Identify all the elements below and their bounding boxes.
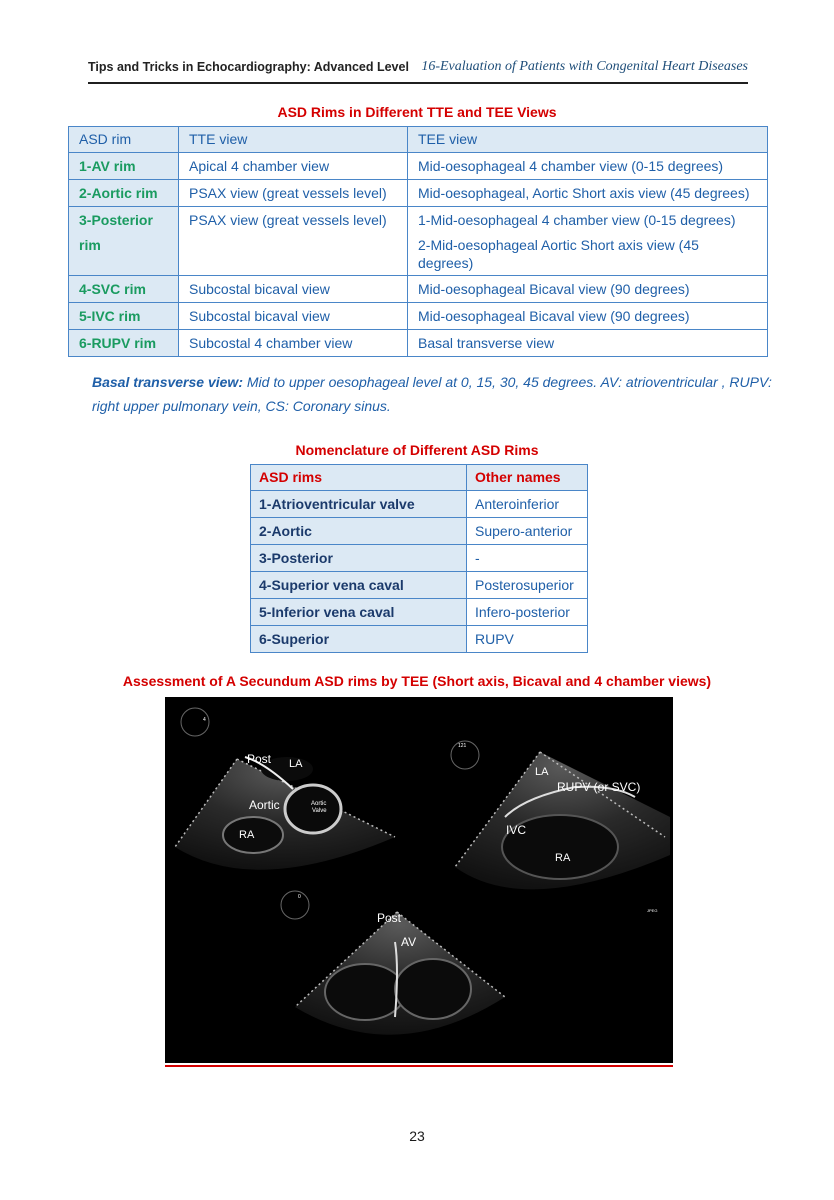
col-tte-view: TTE view	[179, 127, 408, 153]
label-la: LA	[289, 758, 303, 770]
tee-cell: Mid-oesophageal, Aortic Short axis view (45 degrees)	[408, 180, 768, 207]
table-row	[251, 572, 588, 599]
tte-cell: Subcostal bicaval view	[179, 276, 408, 303]
table-row	[251, 518, 588, 545]
chapter-title: 16-Evaluation of Patients with Congenital Heart Diseases	[421, 59, 748, 74]
label-ra: RA	[555, 852, 571, 864]
asd-rims-nomenclature-table	[250, 464, 588, 653]
echo-images	[165, 697, 673, 1063]
rim-cell: 1-AV rim	[69, 153, 179, 180]
table2-caption: Nomenclature of Different ASD Rims	[295, 442, 539, 458]
angle-label: 121	[458, 743, 467, 749]
tte-cell: Subcostal bicaval view	[179, 303, 408, 330]
rim-line: 3-Posterior	[79, 212, 153, 228]
angle-label: 4	[203, 717, 206, 723]
table-row	[251, 545, 588, 572]
col-other-names: Other names	[467, 465, 588, 491]
tte-cell: PSAX view (great vessels level)	[179, 180, 408, 207]
table-row	[69, 180, 768, 207]
col-asd-rim: ASD rim	[69, 127, 179, 153]
lv-chamber	[395, 959, 471, 1019]
tee-cell: Mid-oesophageal 4 chamber view (0-15 degrees)	[408, 153, 768, 180]
tee-cell: Basal transverse view	[408, 330, 768, 357]
rim-name-cell: 2-Aortic	[251, 518, 467, 545]
other-name-cell: Supero-anterior	[467, 518, 588, 545]
book-title: Tips and Tricks in Echocardiography: Advanced Level	[88, 60, 409, 74]
rv-chamber	[325, 964, 405, 1020]
rim-cell: 4-SVC rim	[69, 276, 179, 303]
label-aortic-valve-a: Aortic	[311, 801, 327, 807]
table-row	[69, 330, 768, 357]
tee-cell	[408, 207, 768, 276]
rim-line: rim	[79, 237, 101, 253]
col-asd-rims: ASD rims	[251, 465, 467, 491]
table-row	[69, 153, 768, 180]
rim-name-cell: 6-Superior	[251, 626, 467, 653]
label-rupv: RUPV (or SVC)	[557, 780, 641, 794]
jpeg-label: JPEG	[647, 908, 658, 913]
other-name-cell: Infero-posterior	[467, 599, 588, 626]
tee-line: 1-Mid-oesophageal 4 chamber view (0-15 degrees)	[418, 212, 736, 228]
short-axis-view	[175, 708, 395, 870]
rim-name-cell: 4-Superior vena caval	[251, 572, 467, 599]
tee-line: 2-Mid-oesophageal Aortic Short axis view (45 degrees)	[418, 237, 699, 271]
label-post: Post	[377, 911, 402, 925]
col-tee-view: TEE view	[408, 127, 768, 153]
note-text: Mid to upper oesophageal level at 0, 15, 30, 45 degrees. AV: atrioventricular , RUPV: right upper pulmonary vein, CS: Coronary sinus.	[92, 374, 772, 414]
label-aortic: Aortic	[249, 798, 280, 812]
page-header	[88, 58, 748, 84]
asd-rims-views-table	[68, 126, 768, 357]
table-row	[69, 276, 768, 303]
angle-label: 0	[298, 894, 301, 900]
four-chamber-view	[281, 891, 505, 1035]
other-name-cell: -	[467, 545, 588, 572]
label-ivc: IVC	[506, 823, 527, 837]
label-ra: RA	[239, 829, 255, 841]
rim-cell: 6-RUPV rim	[69, 330, 179, 357]
table-header-row	[69, 127, 768, 153]
label-la: LA	[535, 766, 549, 778]
table-row	[251, 491, 588, 518]
label-post: Post	[247, 752, 272, 766]
label-aortic-valve-b: Valve	[312, 808, 327, 814]
tte-cell: PSAX view (great vessels level)	[179, 207, 408, 276]
label-av: AV	[401, 935, 417, 949]
note-term: Basal transverse view:	[92, 374, 243, 390]
rim-cell: 5-IVC rim	[69, 303, 179, 330]
probe-angle-icon	[281, 891, 309, 919]
tee-echo-figure	[165, 697, 673, 1063]
rim-cell	[69, 207, 179, 276]
tee-cell: Mid-oesophageal Bicaval view (90 degrees)	[408, 303, 768, 330]
tee-cell: Mid-oesophageal Bicaval view (90 degrees)	[408, 276, 768, 303]
rim-name-cell: 3-Posterior	[251, 545, 467, 572]
rim-cell: 2-Aortic rim	[69, 180, 179, 207]
abbreviation-note	[92, 370, 772, 418]
table-row	[69, 303, 768, 330]
other-name-cell: Posterosuperior	[467, 572, 588, 599]
table-row	[69, 207, 768, 276]
table-row	[251, 626, 588, 653]
tte-cell: Apical 4 chamber view	[179, 153, 408, 180]
other-name-cell: RUPV	[467, 626, 588, 653]
table1-caption: ASD Rims in Different TTE and TEE Views	[277, 104, 557, 120]
figure-underline	[165, 1065, 673, 1067]
table-header-row	[251, 465, 588, 491]
table-row	[251, 599, 588, 626]
rim-name-cell: 1-Atrioventricular valve	[251, 491, 467, 518]
tte-cell: Subcostal 4 chamber view	[179, 330, 408, 357]
figure-caption: Assessment of A Secundum ASD rims by TEE (Short axis, Bicaval and 4 chamber views)	[122, 673, 712, 689]
bicaval-view	[451, 741, 670, 913]
page-number: 23	[409, 1128, 425, 1144]
other-name-cell: Anteroinferior	[467, 491, 588, 518]
rim-name-cell: 5-Inferior vena caval	[251, 599, 467, 626]
